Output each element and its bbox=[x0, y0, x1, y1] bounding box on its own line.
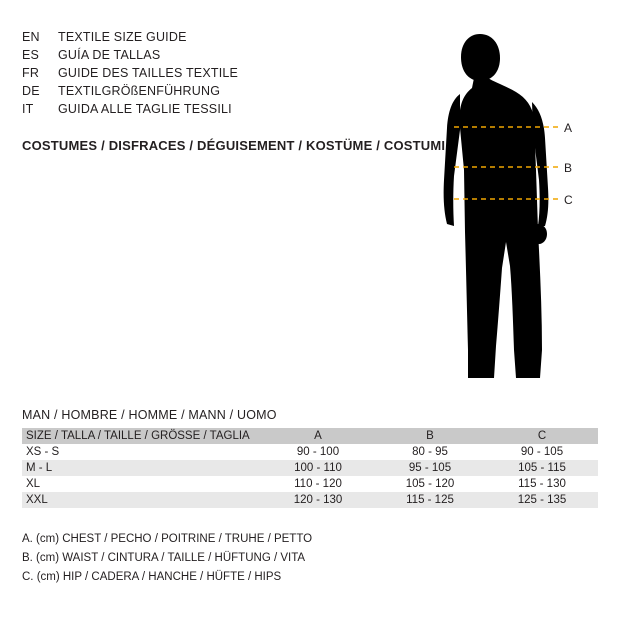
cell-size: XXL bbox=[26, 494, 48, 506]
cell-b: 105 - 120 bbox=[405, 478, 455, 490]
figure-illustration bbox=[420, 20, 610, 390]
language-row-de bbox=[22, 84, 352, 102]
column-header-c: C bbox=[537, 430, 547, 442]
language-row-en bbox=[22, 30, 352, 48]
marker-label-a: A bbox=[564, 121, 573, 135]
column-header-size: SIZE / TALLA / TAILLE / GRÖSSE / TAGLIA bbox=[26, 430, 250, 442]
table-row bbox=[22, 444, 598, 460]
column-header-b: B bbox=[426, 430, 434, 442]
language-code: FR bbox=[22, 66, 40, 80]
language-title: TEXTILGRÖßENFÜHRUNG bbox=[58, 84, 221, 98]
language-title: TEXTILE SIZE GUIDE bbox=[58, 30, 187, 44]
size-table bbox=[22, 428, 598, 508]
language-title: GUÍA DE TALLAS bbox=[58, 48, 161, 62]
cell-c: 115 - 130 bbox=[518, 478, 566, 490]
marker-label-c: C bbox=[564, 193, 573, 207]
male-silhouette-icon bbox=[420, 20, 610, 390]
table-header-row bbox=[22, 428, 598, 444]
costumes-heading: COSTUMES / DISFRACES / DÉGUISEMENT / KOSTÜME / COSTUMI bbox=[22, 138, 446, 153]
language-code: ES bbox=[22, 48, 40, 62]
cell-size: M - L bbox=[26, 462, 53, 474]
cell-b: 95 - 105 bbox=[408, 462, 452, 474]
note-waist: B. (cm) WAIST / CINTURA / TAILLE / HÜFTUNG / VITA bbox=[22, 552, 306, 564]
cell-c: 90 - 105 bbox=[520, 446, 564, 458]
note-chest: A. (cm) CHEST / PECHO / POITRINE / TRUHE / PETTO bbox=[22, 533, 313, 545]
language-code: DE bbox=[22, 84, 40, 98]
language-row-fr bbox=[22, 66, 352, 84]
cell-c: 105 - 115 bbox=[518, 462, 566, 474]
cell-a: 120 - 130 bbox=[293, 494, 343, 506]
column-header-a: A bbox=[314, 430, 322, 442]
note-hip: C. (cm) HIP / CADERA / HANCHE / HÜFTE / HIPS bbox=[22, 571, 282, 583]
language-code: EN bbox=[22, 30, 40, 44]
language-title: GUIDE DES TAILLES TEXTILE bbox=[58, 66, 239, 80]
cell-b: 80 - 95 bbox=[412, 446, 448, 458]
language-title: GUIDA ALLE TAGLIE TESSILI bbox=[58, 102, 232, 116]
language-list bbox=[22, 30, 352, 120]
marker-label-b: B bbox=[564, 161, 573, 175]
cell-a: 90 - 100 bbox=[296, 446, 340, 458]
table-row bbox=[22, 460, 598, 476]
cell-size: XS - S bbox=[26, 446, 60, 458]
cell-a: 110 - 120 bbox=[294, 478, 342, 490]
language-row-es bbox=[22, 48, 352, 66]
cell-c: 125 - 135 bbox=[517, 494, 567, 506]
table-row bbox=[22, 492, 598, 508]
language-row-it bbox=[22, 102, 352, 120]
language-code: IT bbox=[22, 102, 34, 116]
table-row bbox=[22, 476, 598, 492]
cell-size: XL bbox=[26, 478, 41, 490]
cell-b: 115 - 125 bbox=[406, 494, 454, 506]
measurement-notes bbox=[22, 530, 312, 587]
cell-a: 100 - 110 bbox=[294, 462, 342, 474]
table-title: MAN / HOMBRE / HOMME / MANN / UOMO bbox=[22, 408, 277, 422]
